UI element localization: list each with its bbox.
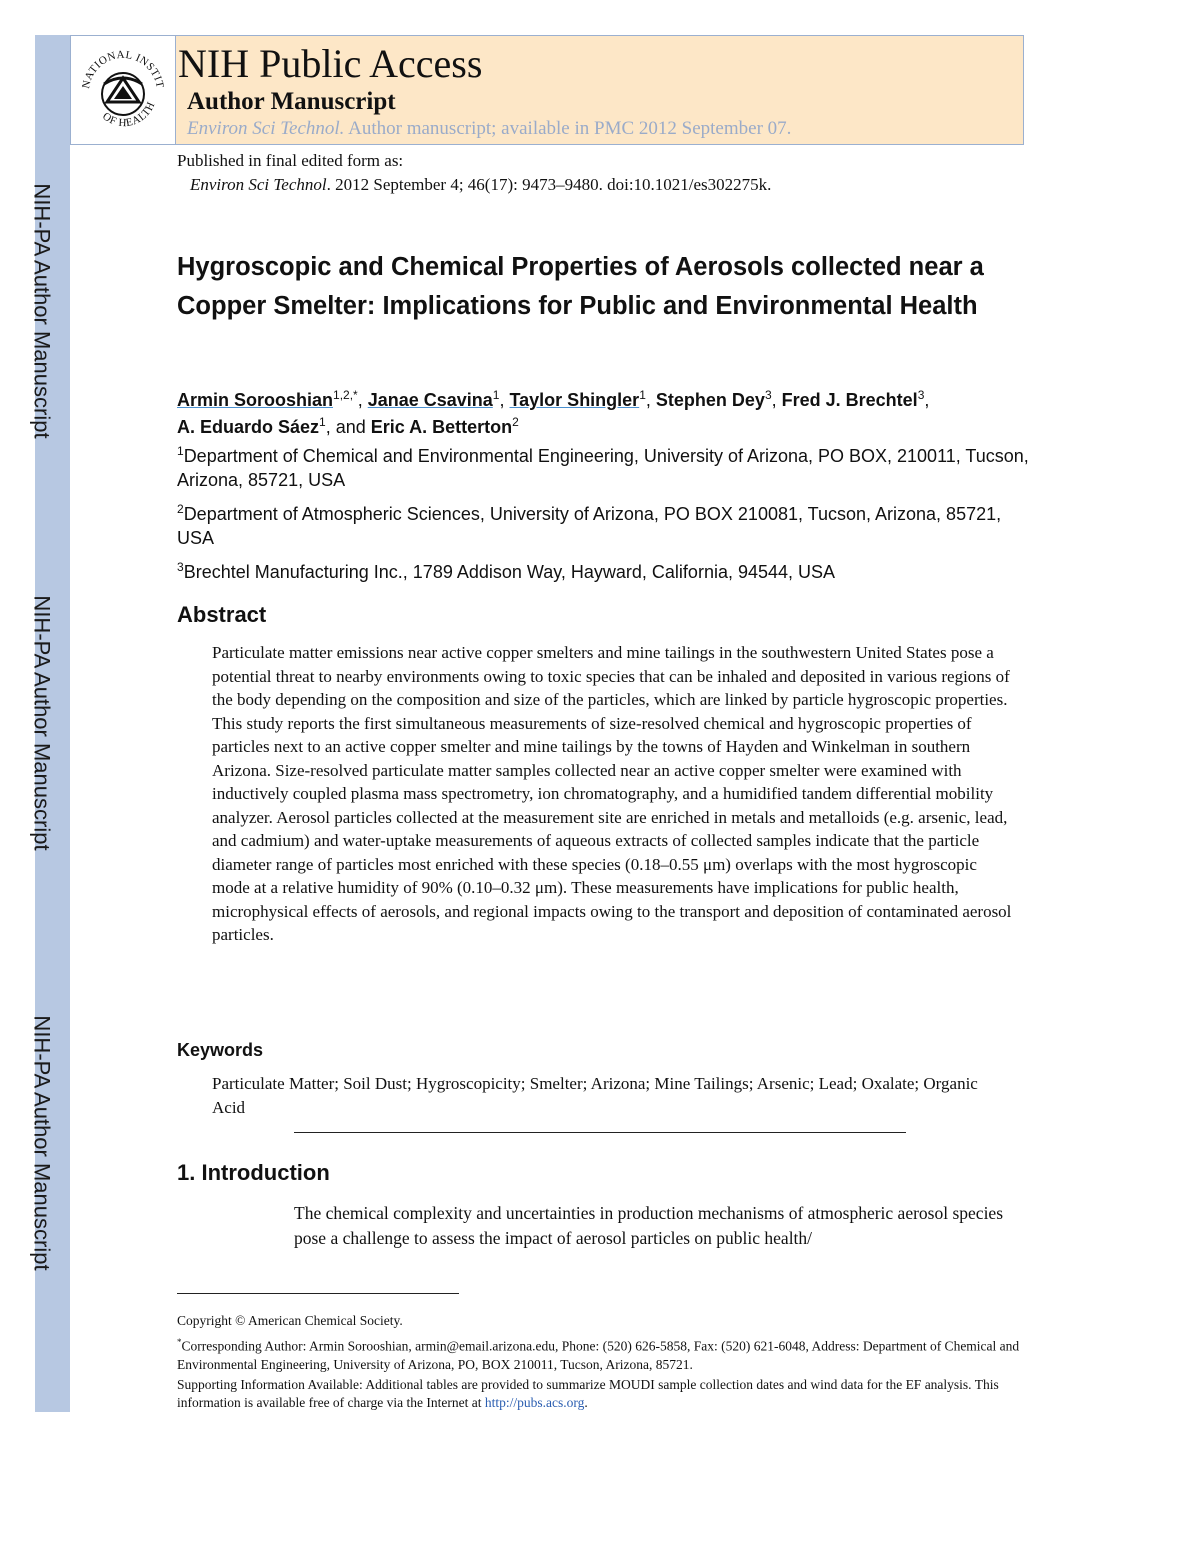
sidebar-label-1: NIH-PA Author Manuscript: [29, 183, 55, 439]
header-journal: Environ Sci Technol.: [187, 118, 345, 139]
affiliation-text: Brechtel Manufacturing Inc., 1789 Addison Way, Hayward, California, 94544, USA: [183, 562, 836, 582]
author-list: [177, 384, 1037, 438]
header-banner: [70, 35, 1024, 145]
header-title: NIH Public Access: [178, 41, 483, 86]
affiliation-sup: 3: [177, 560, 184, 574]
author-sup: 3: [917, 388, 925, 402]
citation-details: . 2012 September 4; 46(17): 9473–9480. doi:10.1021/es302275k.: [326, 175, 772, 194]
paper-title: Hygroscopic and Chemical Properties of Aerosols collected near a Copper Smelter: Implications for Public and Environmental Health: [177, 253, 984, 320]
svg-text:NATIONAL INSTITUTES: NATIONAL INSTIT: [80, 48, 166, 90]
citation-journal: Environ Sci Technol: [190, 175, 327, 194]
author-sep: ,: [645, 390, 656, 410]
supporting-end: .: [584, 1395, 588, 1410]
abstract-heading: Abstract: [177, 602, 267, 627]
author-sep: ,: [924, 390, 930, 410]
author-name[interactable]: Armin Sorooshian: [177, 390, 334, 410]
nih-logo-icon: [71, 36, 175, 144]
author-name: A. Eduardo Sáez: [177, 417, 320, 437]
header-availability-text: Author manuscript; available in PMC 2012 September 07.: [344, 118, 792, 139]
svg-text:OF HEALTH: OF HEALTH: [100, 99, 158, 130]
supporting-info-note: [177, 1376, 1037, 1412]
header-availability: [187, 118, 791, 140]
author-sep: ,: [771, 390, 782, 410]
author-sep: ,: [499, 390, 510, 410]
author-sep: , and: [325, 417, 371, 437]
citation-line: [190, 175, 771, 195]
author-sup: 3: [764, 388, 772, 402]
introduction-heading: 1. Introduction: [177, 1160, 330, 1185]
author-name[interactable]: Taylor Shingler: [509, 390, 640, 410]
keywords-heading: Keywords: [177, 1040, 264, 1060]
corresponding-text: Corresponding Author: Armin Sorooshian, armin@email.arizona.edu, Phone: (520) 626-5858, Fax: (520) 621-6048, Address: Department of Chemical and Environmental Engineering, University of Arizona, PO, BOX 210011, Tucson, Arizona, 85721.: [177, 1338, 1020, 1372]
affiliation-sup: 1: [177, 444, 184, 458]
affiliation-text: Department of Chemical and Environmental Engineering, University of Arizona, PO BOX, 210011, Tucson, Arizona, 85721, USA: [177, 446, 1029, 490]
author-name[interactable]: Janae Csavina: [367, 390, 493, 410]
author-name: Fred J. Brechtel: [781, 390, 918, 410]
footnote-divider: [177, 1293, 459, 1294]
abstract-text: Particulate matter emissions near active copper smelters and mine tailings in the southwestern United States pose a potential threat to nearby environments owing to toxic species that can be inhaled and deposited in various regions of the body depending on the composition and size of the particles, which are linked by particle hygroscopic properties. This study reports the first simultaneous measurements of size-resolved chemical and hygroscopic properties of particles next to an active copper smelter and mine tailings by the towns of Hayden and Winkelman in southern Arizona. Size-resolved particulate matter samples collected near an active copper smelter were examined with inductively coupled plasma mass spectrometry, ion chromatography, and a humidified tandem differential mobility analyzer. Aerosol particles collected at the measurement site are enriched in metals and metalloids (e.g. arsenic, lead, and cadmium) and water-uptake measurements of aqueous extracts of collected samples indicate that the particle diameter range of particles most enriched with these species (0.18–0.55 μm) overlaps with the most hygroscopic mode at a relative humidity of 90% (0.10–0.32 μm). These measurements have implications for public health, microphysical effects of aerosols, and regional impacts owing to the transport and deposition of contaminated aerosol particles.: [212, 643, 1012, 944]
affiliation: [177, 556, 1037, 585]
author-sup: 1: [639, 388, 646, 402]
corresponding-mark: *: [177, 1337, 182, 1347]
author-name: Stephen Dey: [655, 390, 765, 410]
keywords-text: Particulate Matter; Soil Dust; Hygroscopicity; Smelter; Arizona; Mine Tailings; Arsenic; Lead; Oxalate; Organic Acid: [212, 1074, 978, 1117]
author-sup: 1: [319, 415, 326, 429]
affiliation: [177, 440, 1037, 492]
corresponding-author-note: [177, 1333, 1037, 1374]
acs-link[interactable]: http://pubs.acs.org: [484, 1395, 585, 1410]
author-sep: ,: [357, 390, 368, 410]
sidebar-label-2: NIH-PA Author Manuscript: [29, 595, 55, 851]
author-sup: 2: [512, 415, 519, 429]
sidebar-label-3: NIH-PA Author Manuscript: [29, 1015, 55, 1271]
affiliation: [177, 498, 1037, 550]
header-subtitle: Author Manuscript: [187, 88, 396, 115]
affiliation-sup: 2: [177, 502, 184, 516]
section-divider: [294, 1132, 906, 1133]
published-label: Published in final edited form as:: [177, 151, 404, 170]
supporting-text: Supporting Information Available: Additional tables are provided to summarize MOUDI sample collection dates and wind data for the EF analysis. This information is available free of charge via the Internet at: [177, 1377, 999, 1410]
affiliation-text: Department of Atmospheric Sciences, University of Arizona, PO BOX 210081, Tucson, Arizona, 85721, USA: [177, 504, 1002, 548]
author-sup: 1,2,*: [333, 388, 358, 402]
introduction-text: The chemical complexity and uncertainties in production mechanisms of atmospheric aerosol species pose a challenge to assess the impact of aerosol particles on public health/: [294, 1203, 1004, 1248]
nih-logo: [71, 36, 176, 144]
copyright-note: Copyright © American Chemical Society.: [177, 1313, 403, 1328]
author-sup: 1: [492, 388, 500, 402]
author-name: Eric A. Betterton: [370, 417, 513, 437]
